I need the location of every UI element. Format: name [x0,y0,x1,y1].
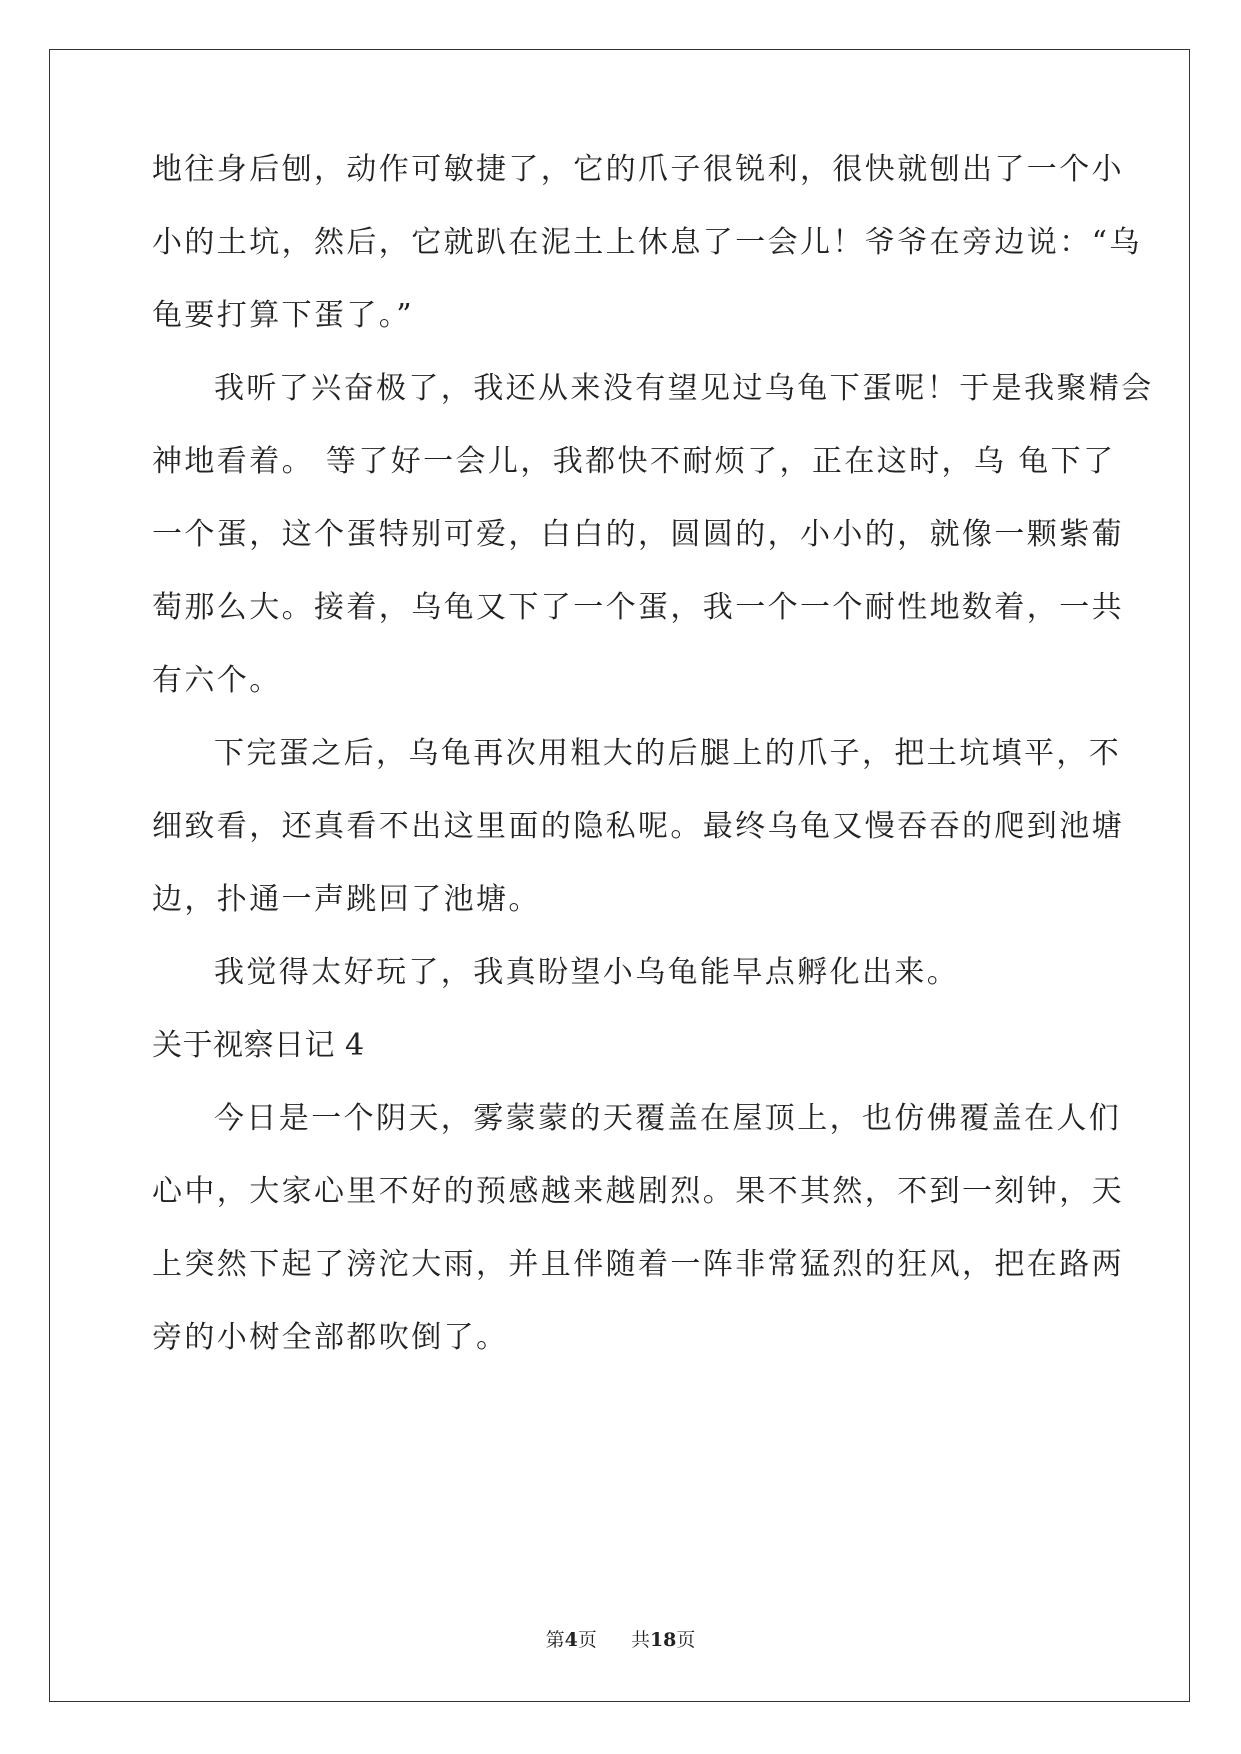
total-pages: 18 [649,1629,677,1651]
total-suffix: 页 [676,1629,696,1651]
text-line: 边，扑通一声跳回了池塘。 [152,882,541,917]
text-line: 我听了兴奋极了，我还从来没有望见过乌龟下蛋呢！于是我聚精会 [214,371,1154,406]
page-number [546,1625,597,1652]
total-prefix: 共 [630,1629,650,1651]
page-total [631,1625,695,1652]
text-line: 今日是一个阴天，雾蒙蒙的天覆盖在屋顶上，也仿佛覆盖在人们 [214,1101,1122,1136]
text-line: 龟要打算下蛋了。” [152,298,414,333]
text-line: 一个蛋，这个蛋特别可爱，白白的，圆圆的，小小的，就像一颗紫葡 [152,517,1124,552]
text-line: 小的土坑，然后，它就趴在泥土上休息了一会儿！爷爷在旁边说：“乌 [152,225,1142,260]
text-line: 地往身后刨，动作可敏捷了，它的爪子很锐利，很快就刨出了一个小 [152,152,1124,187]
text-line: 下完蛋之后，乌龟再次用粗大的后腿上的爪子，把土坑填平，不 [214,736,1122,771]
text-line: 细致看，还真看不出这里面的隐私呢。最终乌龟又慢吞吞的爬到池塘 [152,809,1124,844]
text-line: 心中，大家心里不好的预感越来越剧烈。果不其然，不到一刻钟，天 [152,1174,1124,1209]
section-heading: 关于视察日记 4 [152,1028,365,1063]
current-page: 4 [564,1629,578,1651]
text-line: 旁的小树全部都吹倒了。 [152,1320,509,1355]
text-line: 上突然下起了滂沱大雨，并且伴随着一阵非常猛烈的狂风，把在路两 [152,1247,1124,1282]
text-line: 神地看着。 等了好一会儿，我都快不耐烦了，正在这时，乌 龟下了 [152,444,1116,479]
page-footer [0,1625,1241,1652]
text-line: 有六个。 [152,663,282,698]
text-line: 萄那么大。接着，乌龟又下了一个蛋，我一个一个耐性地数着，一共 [152,590,1124,625]
text-line: 我觉得太好玩了，我真盼望小乌龟能早点孵化出来。 [214,955,960,990]
page-prefix: 第 [545,1629,565,1651]
page-suffix: 页 [577,1629,597,1651]
